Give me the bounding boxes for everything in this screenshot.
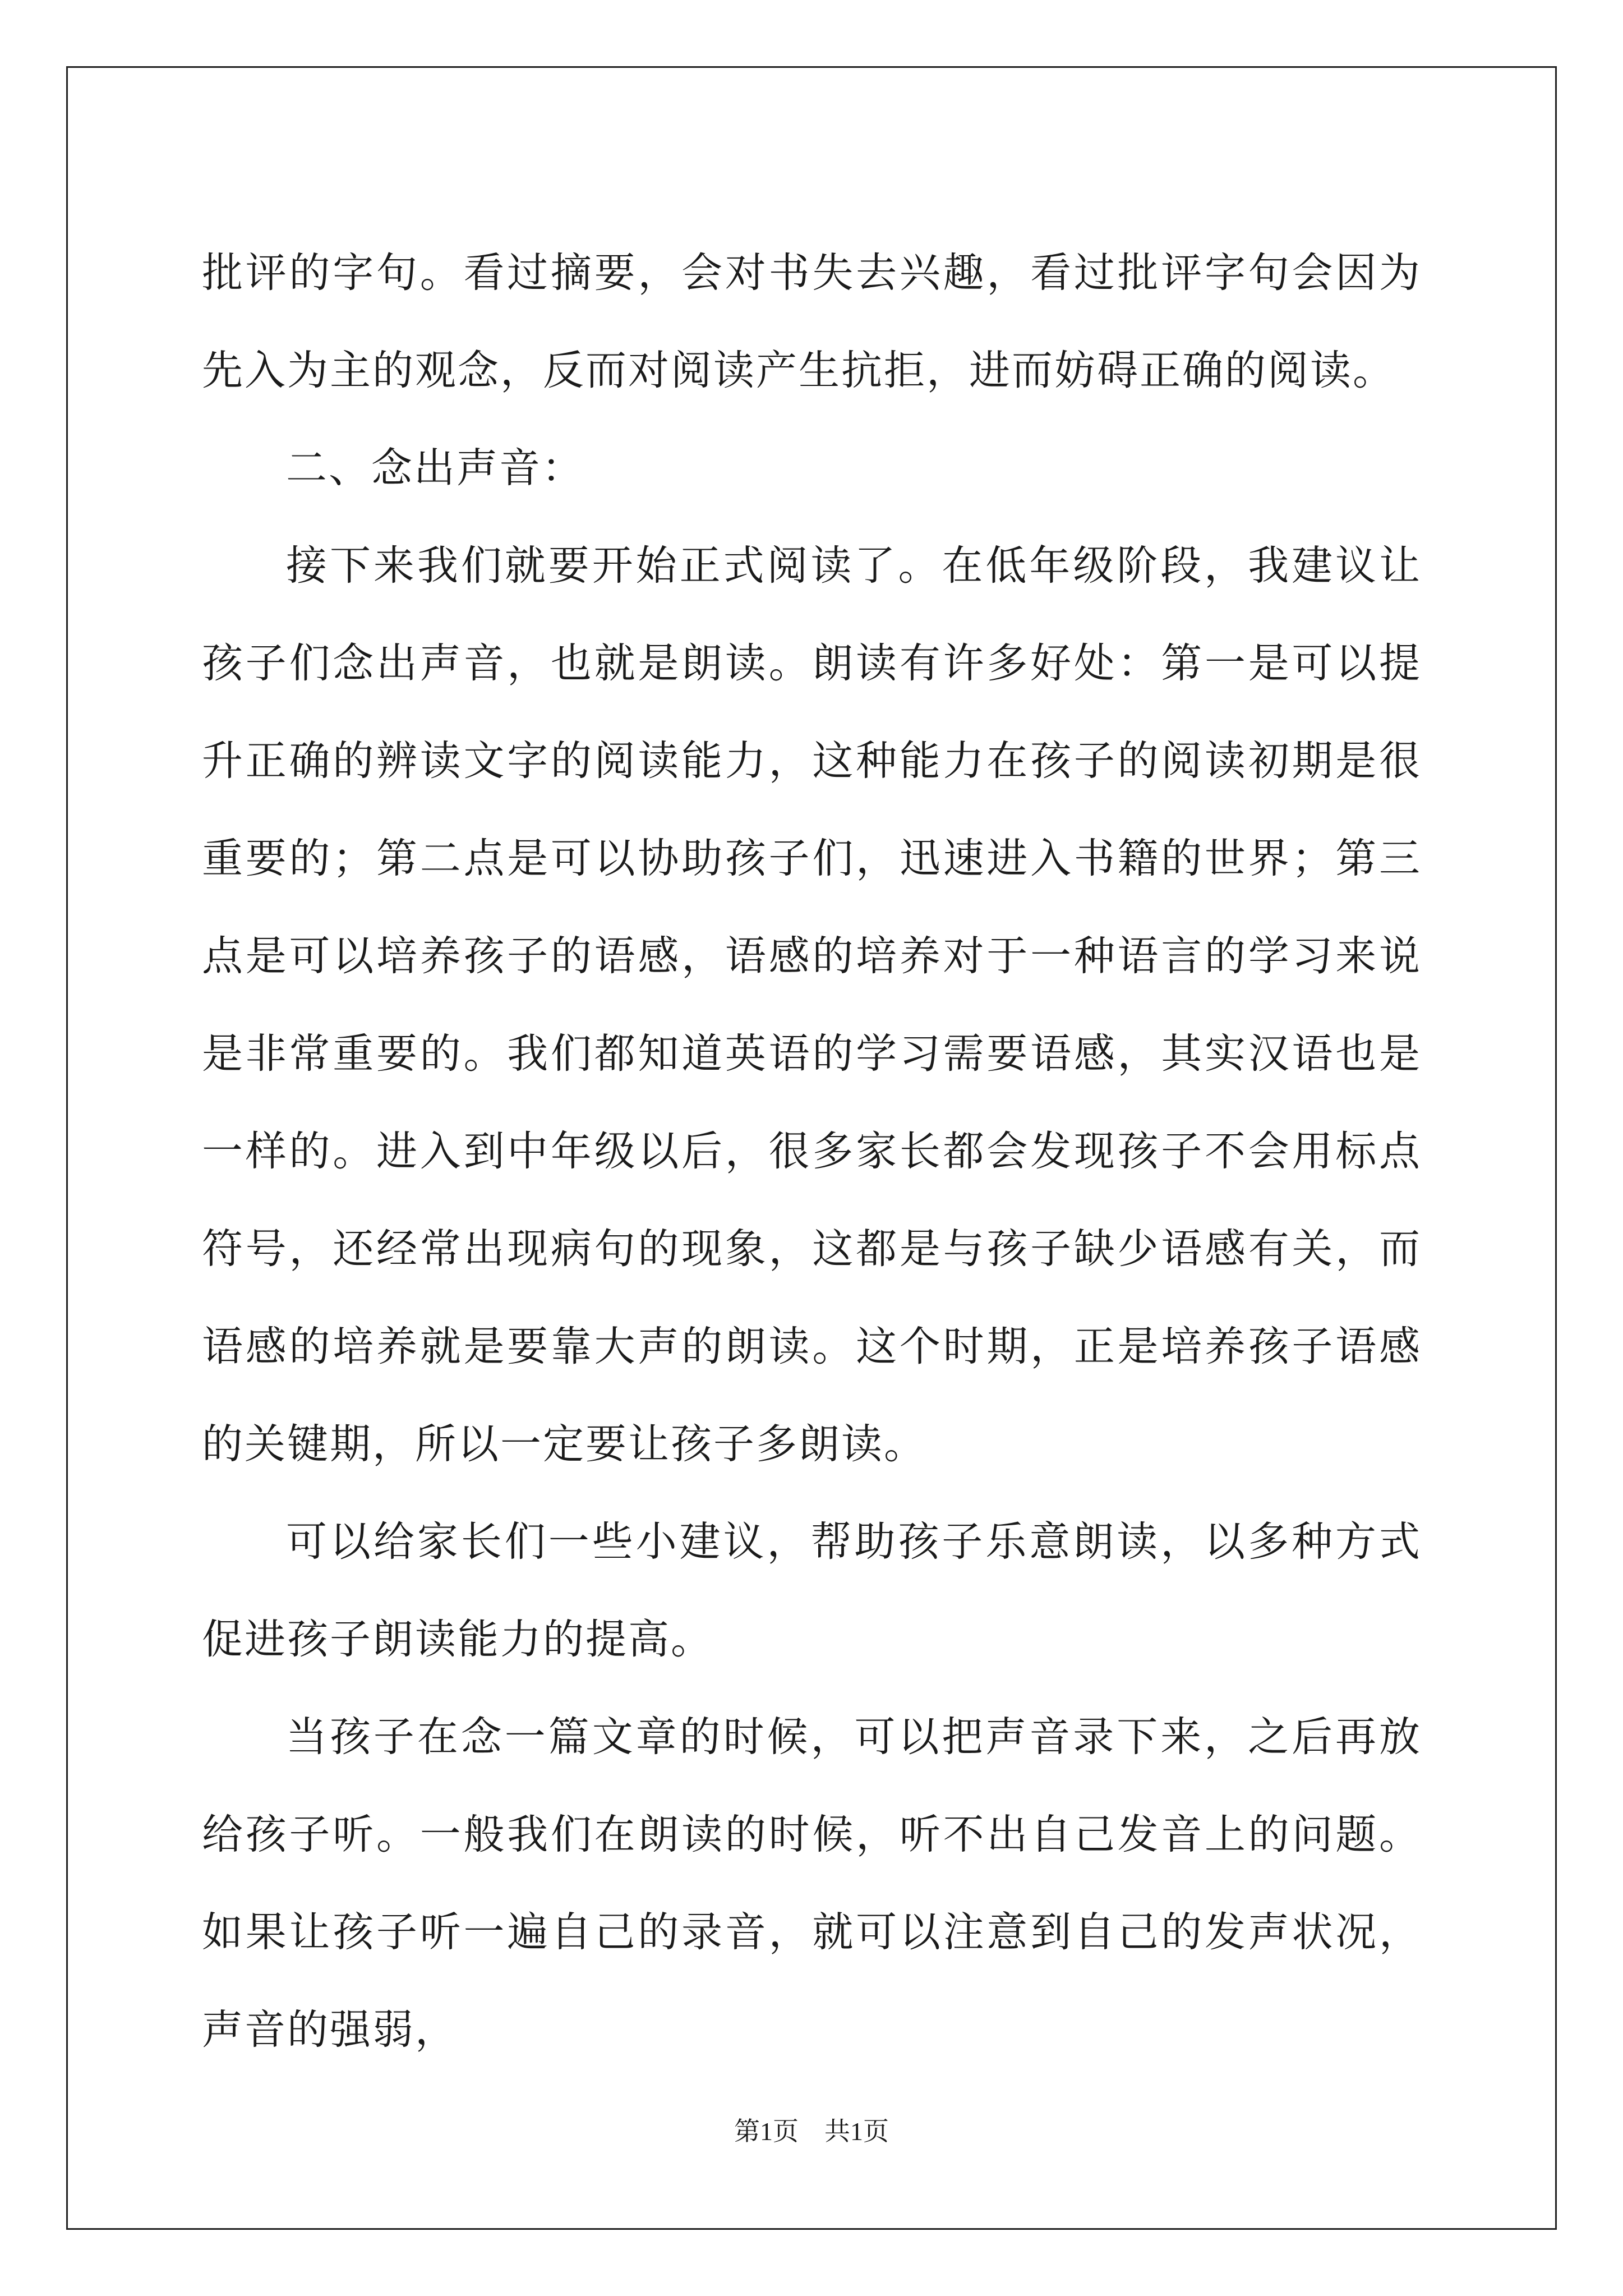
page-footer [0, 2115, 1623, 2148]
section-heading-read-aloud: 二、念出声音： [286, 444, 584, 492]
paragraph-2: 接下来我们就要开始正式阅读了。在低年级阶段，我建议让孩子们念出声音，也就是朗读。朗读有许多好处：第一是可以提升正确的辨读文字的阅读能力，这种能力在孩子的阅读初期是很重要的；第二点是可以协助孩子们，迅速进入书籍的世界；第三点是可以培养孩子的语感，语感的培养对于一种语言的学习来说是非常重要的。我们都知道英语的学习需要语感，其实汉语也是一样的。进入到中年级以后，很多家长都会发现孩子不会用标点符号，还经常出现病句的现象，这都是与孩子缺少语感有关，而语感的培养就是要靠大声的朗读。这个时期，正是培养孩子语感的关键期，所以一定要让孩子多朗读。 [202, 542, 1422, 1468]
document-body [202, 224, 1422, 2079]
paragraph-3: 可以给家长们一些小建议，帮助孩子乐意朗读，以多种方式促进孩子朗读能力的提高。 [202, 1518, 1422, 1663]
paragraph-4: 当孩子在念一篇文章的时候，可以把声音录下来，之后再放给孩子听。一般我们在朗读的时候，听不出自己发音上的问题。如果让孩子听一遍自己的录音，就可以注意到自己的发声状况，声音的强弱， [202, 1713, 1422, 2054]
page-number-label: 第1页 共1页 [734, 2117, 889, 2146]
paragraph-1: 批评的字句。看过摘要，会对书失去兴趣，看过批评字句会因为先入为主的观念，反而对阅读产生抗拒，进而妨碍正确的阅读。 [202, 249, 1422, 394]
